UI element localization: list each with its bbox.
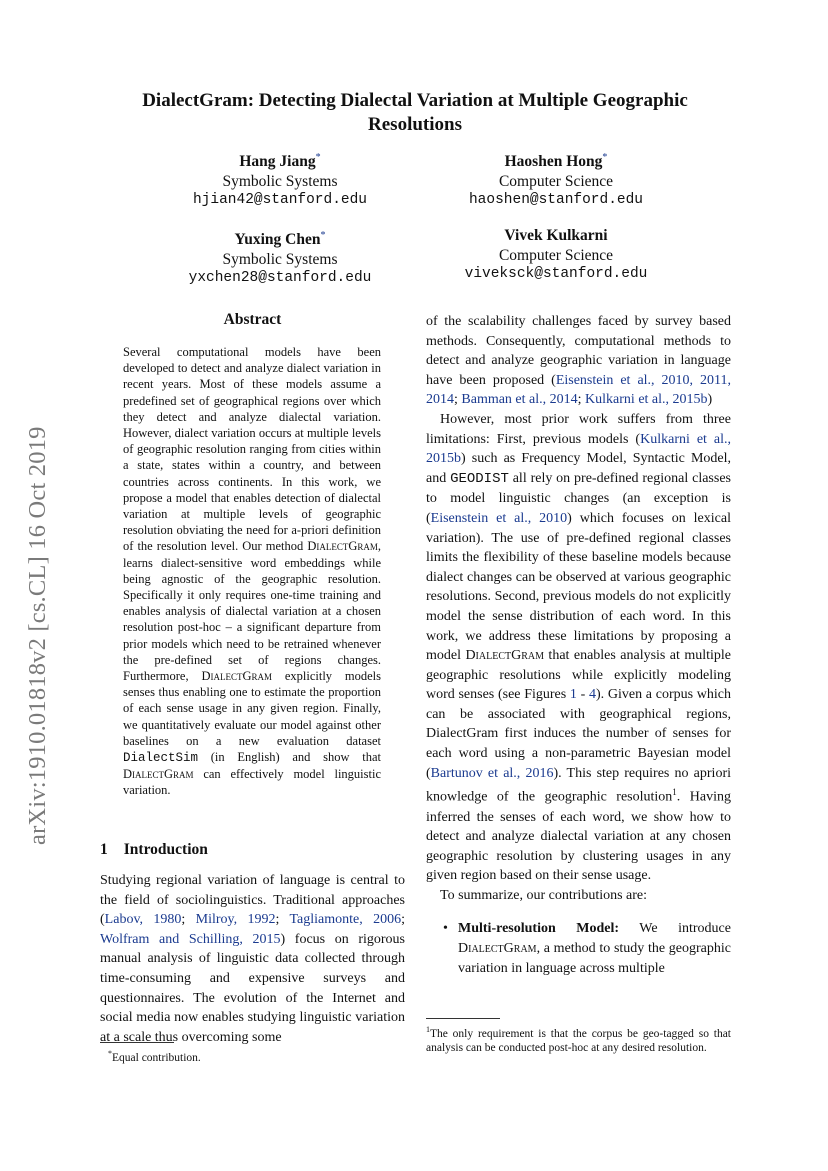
section-title: Introduction [123, 841, 208, 858]
contribution-label: Multi-resolution Model: [458, 921, 620, 937]
citation-link[interactable]: Milroy, 1992 [195, 912, 276, 928]
citation-link[interactable]: Kulkarni et al., 2015b [585, 392, 708, 408]
citation-link[interactable]: Bartunov et al., 2016 [430, 765, 554, 781]
body-paragraph: of the scalability challenges faced by survey based methods. Consequently, computational methods to detect and analyze geographic variation in language have been proposed (Eisenstein et al., 2010, 2011, 2014; Bamman et al., 2014; Kulkarni et al., 2015b) [426, 314, 732, 408]
dataset-name: DialectSim [123, 751, 199, 766]
equal-contribution-mark: * [602, 152, 608, 163]
author-affiliation: Symbolic Systems [222, 172, 338, 190]
footnote-divider [100, 1042, 174, 1043]
author-affiliation: Computer Science [498, 246, 614, 264]
author-block [150, 226, 410, 289]
right-column [426, 312, 731, 978]
author-email[interactable]: viveksck@stanford.edu [464, 266, 648, 282]
body-paragraph: However, most prior work suffers from three limitations: First, previous models (Kulkarni et al., 2015b) such as Frequency Model, Syntactic Model, and GEODIST all rely on pre-defined regional classes to model linguistic changes (an exception is (Eisenstein et al., 2010) which focuses on lexical variation). The use of pre-defined regional classes limits the flexibility of these baseline models because dialect changes can be observed at various geographic resolutions. Second, previous models do not explicitly model the sense distribution of each word. In this work, we address these limitations by proposing a model DialectGram that enables analysis at multiple geographic resolutions while explicitly modeling word senses (see Figures 1 - 4). Given a corpus which can be associated with geographical regions, DialectGram first induces the number of senses for each word using a non-parametric Bayesian model (Bartunov et al., 2016). This step requires no apriori knowledge of the geographic resolution$^1$. Having inferred the senses of each word, we show how to detect and analyze dialectal variation at any chosen geographic resolution by clustering usages in any given region based on their sense usage. [426, 411, 732, 884]
footnote-equal-contribution: *Equal contribution. [108, 1049, 201, 1064]
method-name: DialectGram [201, 669, 273, 684]
author-email[interactable]: hjian42@stanford.edu [192, 192, 368, 209]
author-name: Hang Jiang* [239, 152, 321, 171]
figure-link[interactable]: 1 [569, 687, 577, 703]
author-email[interactable]: haoshen@stanford.edu [468, 192, 644, 209]
equal-contribution-mark: * [320, 230, 326, 241]
equal-contribution-mark: * [315, 152, 321, 163]
citation-link[interactable]: Wolfram and Schilling, 2015 [100, 931, 281, 947]
introduction-paragraph: Studying regional variation of language is central to the field of sociolinguistics. Traditional approaches (Labov, 1980; Milroy, 1992; Tagliamonte, 2006; Wolfram and Schilling, 2015) focus on rigorous manual analysis of linguistic data collected through time-consuming and expensive surveys and questionnaires. The evolution of the Internet and social media now enables studying linguistic variation at a scale thus overcoming some [100, 873, 406, 1045]
method-name: DialectGram [123, 767, 194, 782]
method-name: DialectGram [307, 539, 378, 554]
footnote-divider [426, 1018, 500, 1019]
paper-title: DialectGram: Detecting Dialectal Variation at Multiple Geographic Resolutions [142, 90, 688, 135]
citation-link[interactable]: Tagliamonte, 2006 [289, 912, 402, 928]
footnote-geotag: $^1$The only requirement is that the corpus be geo-tagged so that analysis can be conducted post-hoc at any desired resolution. [426, 1025, 731, 1055]
author-block [426, 148, 686, 211]
author-name: Vivek Kulkarni [504, 227, 608, 244]
list-item: • Multi-resolution Model: We introduce DialectGram, a method to study the geographic variation in language across multiple [443, 921, 731, 976]
contributions-list [426, 919, 731, 978]
citation-link[interactable]: Kulkarni et al., 2015b [426, 431, 731, 467]
author-affiliation: Computer Science [498, 172, 614, 190]
author-email[interactable]: yxchen28@stanford.edu [188, 270, 372, 287]
bullet-icon: • [443, 921, 448, 937]
author-block [150, 148, 410, 211]
author-affiliation: Symbolic Systems [222, 250, 338, 268]
section-heading-introduction [100, 841, 208, 859]
citation-link[interactable]: Eisenstein et al., 2010 [430, 510, 568, 526]
arxiv-identifier-stamp: arXiv:1910.01818v2 [cs.CL] 16 Oct 2019 [24, 426, 51, 845]
model-name: GEODIST [450, 470, 509, 487]
author-name: Haoshen Hong* [504, 152, 608, 171]
method-name: DialectGram [465, 648, 544, 664]
abstract-text: Several computational models have been developed to detect and analyze dialect variation in recent years. Most of these models assume a predefined set of geographical regions over which they detect and analyze dialectal variation. However, dialect variation occurs at multiple levels of geographic resolution ranging from cities within a state, states within a country, and between countries across continents. In this work, we propose a model that enables detection of dialectal variation at multiple levels of geographic resolution obviating the need for a-priori definition of the resolution level. Our method DialectGram, learns dialect-sensitive word embeddings while being agnostic of the geographic resolution. Specifically it only requires one-time training and enables analysis of dialectal variation at a chosen resolution post-hoc – a significant departure from prior models which need to be retrained whenever the pre-defined set of regions changes. Furthermore, DialectGram explicitly models senses thus enabling one to estimate the proportion of each sense usage in any given region. Finally, we quantitatively evaluate our model against other baselines on a new evaluation dataset DialectSim (in English) and show that DialectGram can effectively model linguistic variation. [123, 345, 382, 798]
citation-link[interactable]: Labov, 1980 [104, 912, 182, 928]
figure-link[interactable]: 4 [589, 687, 597, 703]
author-name: Yuxing Chen* [234, 230, 326, 249]
section-number: 1 [100, 841, 108, 858]
citation-link[interactable]: Bamman et al., 2014 [461, 392, 578, 408]
abstract-heading: Abstract [223, 311, 282, 328]
body-paragraph: To summarize, our contributions are: [440, 887, 648, 903]
method-name: DialectGram [458, 941, 537, 957]
author-block [426, 226, 686, 285]
citation-link[interactable]: Eisenstein et al., 2010, 2011, 2014 [426, 372, 732, 408]
footnote-mark[interactable]: 1 [672, 787, 677, 798]
